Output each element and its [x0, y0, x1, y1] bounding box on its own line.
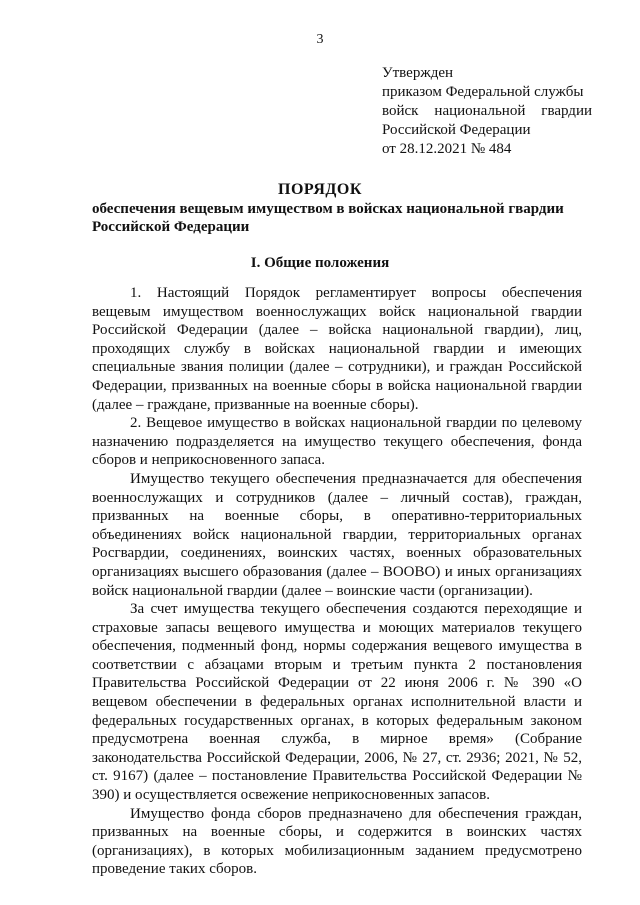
- body-text: [92, 284, 582, 879]
- paragraph: Имущество текущего обеспечения предназначается для обеспечения военнослужащих и сотрудников (далее – личный состав), граждан, призванных на военные сборы, в оперативно-территориальных объединениях войск национальной гвардии, территориальных органах Росгвардии, соединениях, воинских частях, военных образовательных организациях высшего образования (далее – ВООВО) и иных организациях войск национальной гвардии (далее – воинские части (организации).: [92, 470, 582, 599]
- approval-line: войск национальной гвардии: [382, 103, 592, 119]
- paragraph: 2. Вещевое имущество в войсках национальной гвардии по целевому назначению подразделяется на имущество текущего обеспечения, фонда сборов и неприкосновенного запаса.: [92, 415, 582, 469]
- approval-line: от 28.12.2021 № 484: [382, 141, 512, 157]
- approval-line: Утвержден: [382, 65, 454, 81]
- page-number: 3: [316, 32, 324, 47]
- section-heading: I. Общие положения: [250, 255, 390, 271]
- document-title: ПОРЯДОК: [278, 181, 362, 198]
- paragraph: За счет имущества текущего обеспечения создаются переходящие и страховые запасы вещевого имущества и моющих материалов текущего обеспечения, подменный фонд, нормы содержания вещевого имущества в соответствии с абзацами вторым и третьим пункта 2 постановления Правительства Российской Федерации от 22 июня 2006 г. № 390 «О вещевом обеспечении в федеральных органах исполнительной власти и федеральных государственных органах, в которых федеральным законом предусмотрена военная служба, в мирное время» (Собрание законодательства Российской Федерации, 2006, № 27, ст. 2936; 2021, № 52, ст. 9167) (далее – постановление Правительства Российской Федерации № 390) и осуществляется освежение неприкосновенных запасов.: [92, 601, 582, 804]
- paragraph: 1. Настоящий Порядок регламентирует вопросы обеспечения вещевым имуществом военнослужащих войск национальной гвардии Российской Федерации (далее – войска национальной гвардии), лиц, проходящих службу в войсках национальной гвардии и имеющих специальные звания полиции (далее – сотрудники), и граждан Российской Федерации, призванных на военные сборы в войска национальной гвардии (далее – граждане, призванные на военные сборы).: [92, 285, 582, 413]
- approval-line: приказом Федеральной службы: [382, 84, 584, 100]
- approval-block: [382, 64, 592, 159]
- document-subtitle: обеспечения вещевым имуществом в войсках национальной гвардии Российской Федерации: [92, 201, 564, 235]
- paragraph: Имущество фонда сборов предназначено для обеспечения граждан, призванных на военные сборы, и содержится в воинских частях (организациях), в которых мобилизационным заданием предусмотрено проведение таких сборов.: [92, 805, 582, 878]
- approval-line: Российской Федерации: [382, 122, 531, 138]
